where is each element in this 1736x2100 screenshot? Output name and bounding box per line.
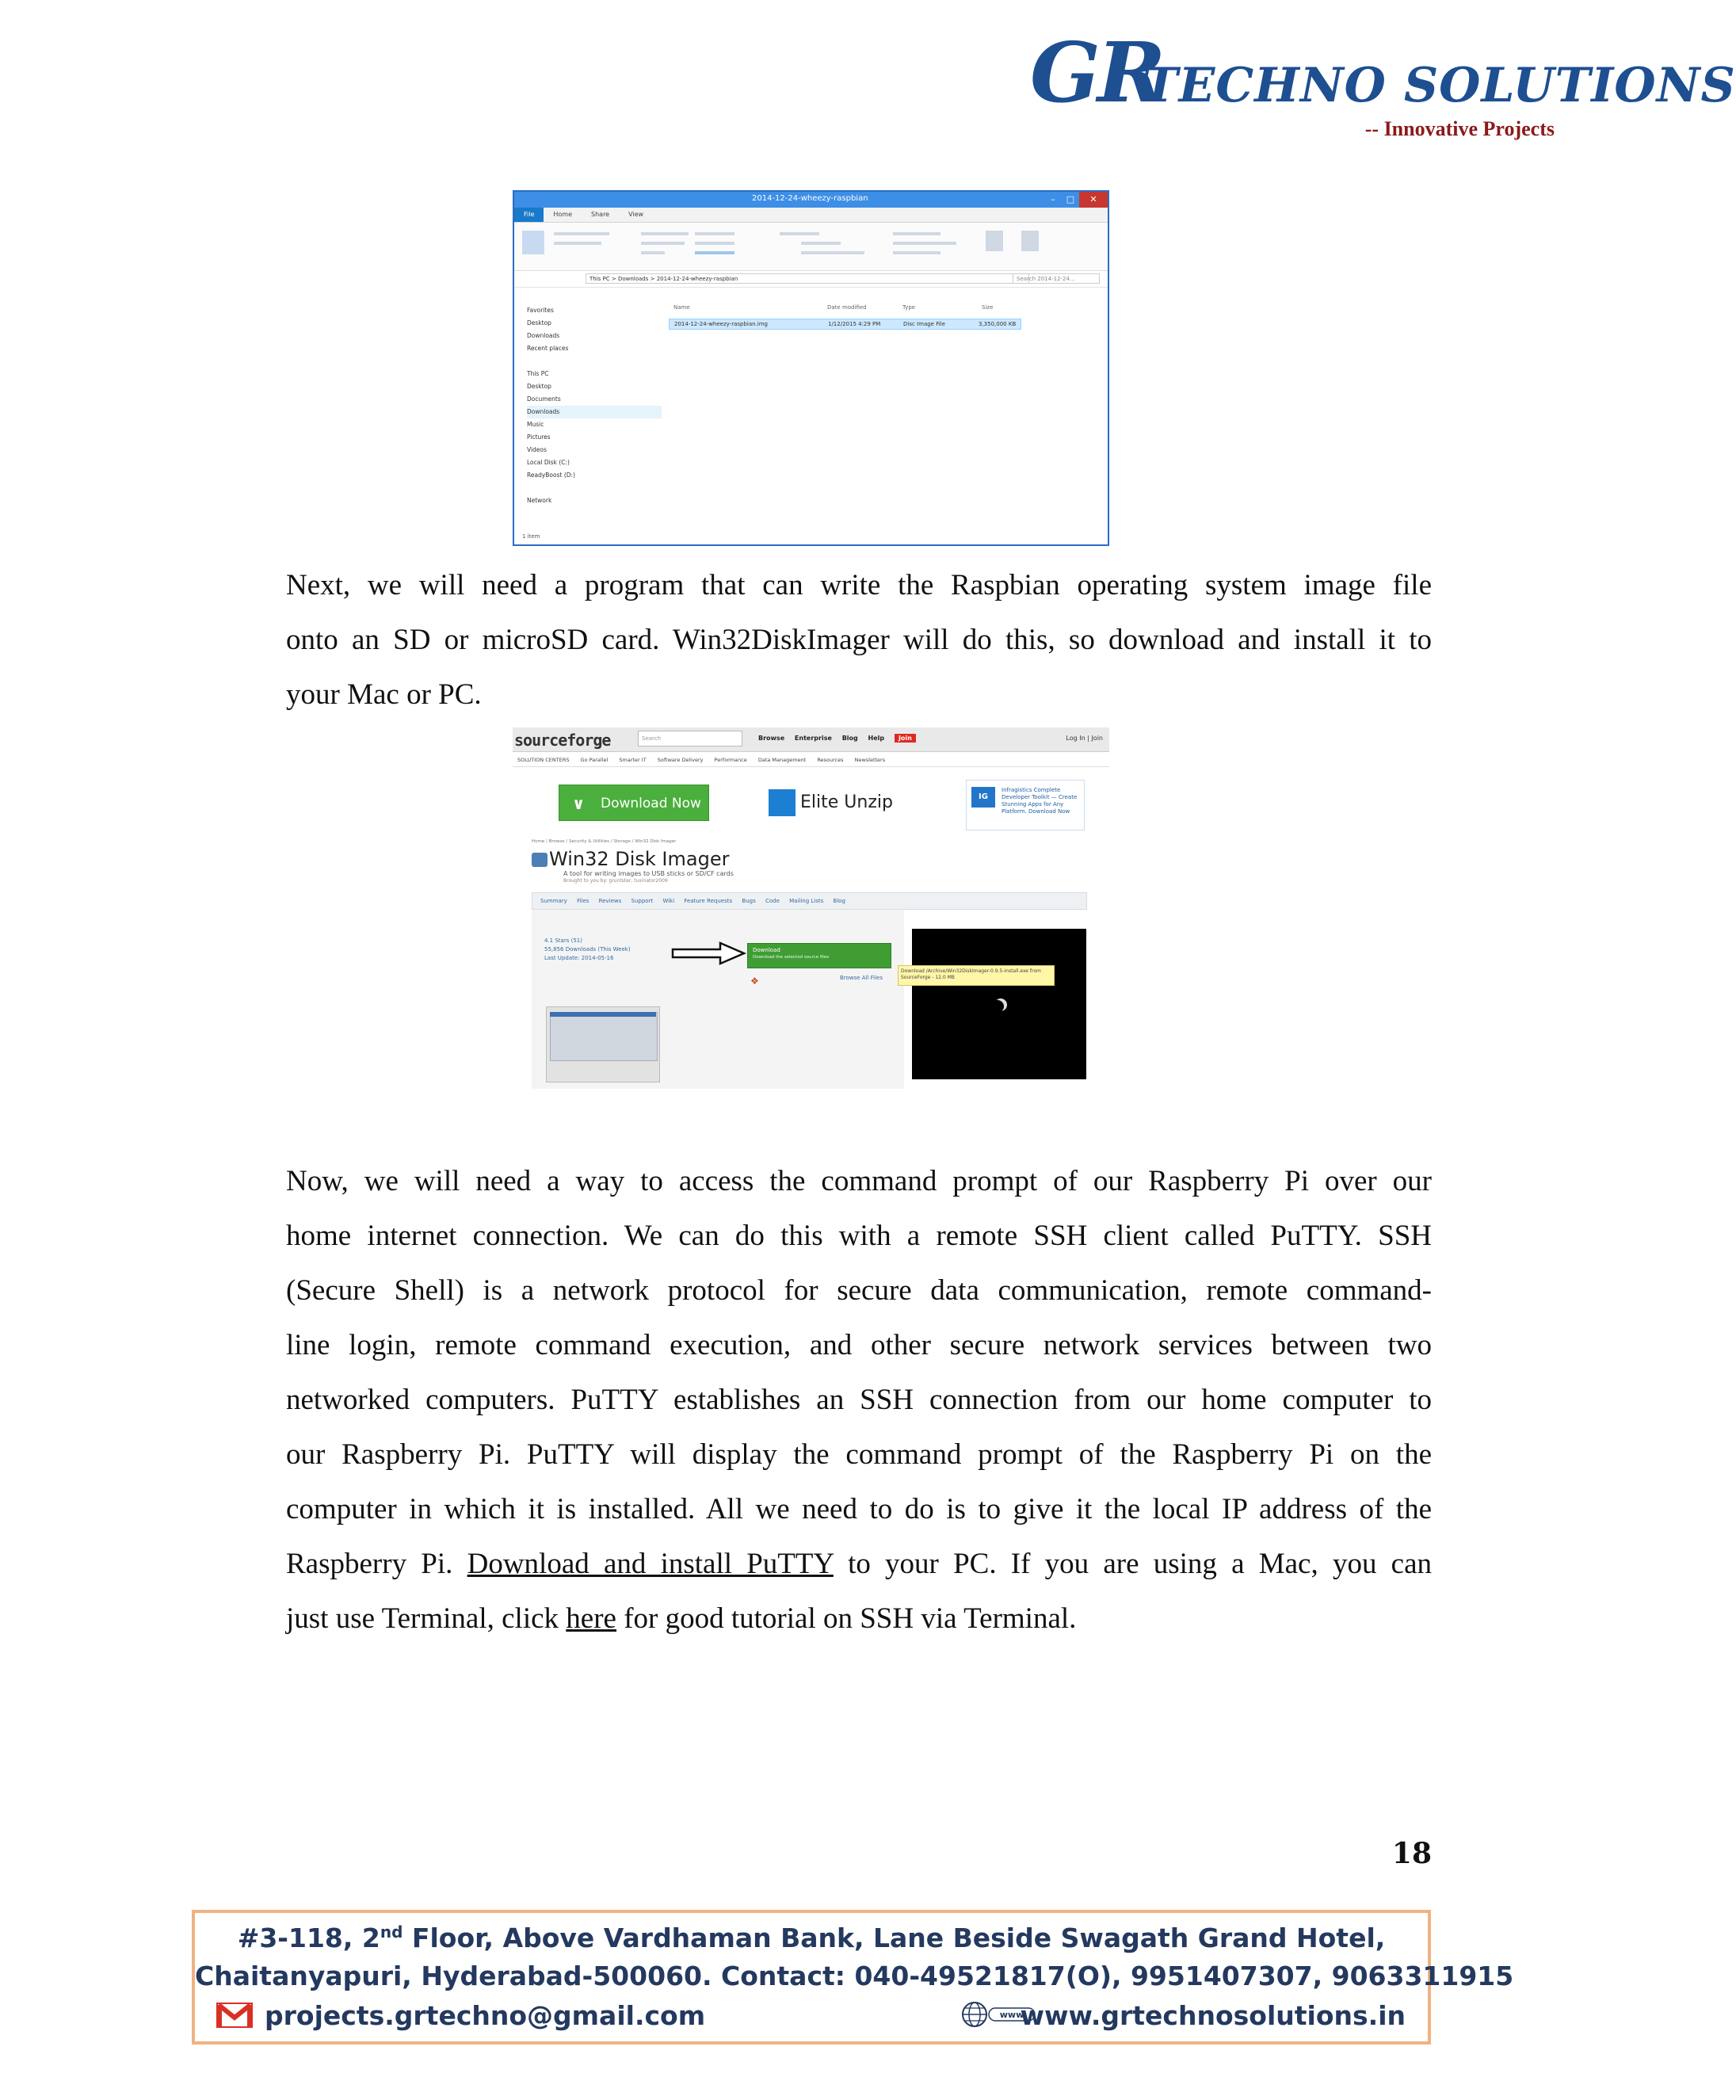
text-line: Next, we will need a program that can write the Raspbian operating system image file [286, 569, 1432, 601]
sf-download-button [747, 943, 891, 968]
text-line: Now, we will need a way to access the command prompt of our Raspberry Pi over our [286, 1165, 1432, 1197]
sf-subnav-item: Newsletters [854, 757, 886, 763]
sf-project-tab: Bugs [742, 898, 756, 904]
text-line: computer in which it is installed. All we need to do is to give it the local IP address of the [286, 1493, 1432, 1525]
explorer-tab: File [514, 208, 544, 222]
nav-item: Videos [527, 446, 547, 453]
maximize-icon: □ [1066, 194, 1075, 204]
explorer-ribbon-tabs [514, 208, 1108, 223]
explorer-tab: Home [553, 211, 573, 218]
nav-spacer [527, 482, 662, 494]
text-fragment: just use Terminal, click [286, 1602, 567, 1635]
sf-project-tabs [532, 892, 1087, 910]
logo-gr: GR [1030, 24, 1163, 121]
file-size: 3,350,000 KB [979, 321, 1017, 327]
text-line [286, 1591, 1432, 1646]
explorer-ribbon [514, 223, 1108, 271]
sf-topbar [513, 727, 1109, 752]
sf-subnav-item: Software Delivery [657, 757, 704, 763]
sf-logo: sourceforge [514, 731, 611, 750]
zip-icon [769, 789, 796, 816]
text-line [286, 1537, 1432, 1591]
sf-download-button-label: Download [753, 947, 780, 953]
nav-item: ReadyBoost (D:) [527, 472, 575, 479]
sf-project-title: Win32 Disk Imager [549, 848, 730, 870]
sf-subnav-item: Performance [714, 757, 747, 763]
explorer-file-row [669, 319, 1021, 330]
sf-nav-item: Blog [841, 735, 858, 742]
explorer-search: Search 2014-12-24... [1013, 273, 1100, 284]
sf-project-tab: Files [577, 898, 589, 904]
sf-stat: Last Update: 2014-05-16 [544, 955, 614, 961]
explorer-tab: Share [591, 211, 610, 218]
chevron-down-icon: ∨ [572, 794, 586, 813]
sf-video-preview [912, 929, 1086, 1079]
sf-download-now-ad [559, 785, 709, 821]
logo-tagline: -- Innovative Projects [1364, 117, 1555, 140]
sf-elite-unzip-ad [769, 789, 893, 816]
text-fragment: to your PC. If you are using a Mac, you can [833, 1548, 1432, 1580]
sf-nav-item: Enterprise [794, 735, 832, 742]
nav-item: Downloads [527, 406, 662, 418]
sf-subnav-item: Go Parallel [580, 757, 609, 763]
text-line: networked computers. PuTTY establishes an SSH connection from our home computer to [286, 1384, 1432, 1416]
nav-spacer [527, 355, 662, 368]
column-header: Type [902, 304, 916, 311]
sourceforge-screenshot [513, 727, 1109, 1089]
sf-subnav-item: Resources [817, 757, 844, 763]
nav-item: Pictures [527, 433, 551, 441]
footer-contact-box [192, 1910, 1514, 2045]
gmail-icon [216, 2000, 254, 2029]
svg-text:www: www [999, 2010, 1024, 2020]
company-logo [1030, 24, 1736, 151]
paragraph-putty [286, 1154, 1432, 1646]
text-line: your Mac or PC. [286, 678, 482, 711]
sf-top-nav [758, 735, 924, 742]
footer-address-sup: nd [380, 1922, 403, 1942]
sf-nav-item: Browse [758, 735, 785, 742]
sf-project-tab: Reviews [598, 898, 622, 904]
paragraph-win32diskimager [286, 558, 1432, 722]
sf-download-now-label: Download Now [601, 796, 701, 811]
sf-login: Log In | Join [1066, 735, 1103, 742]
sf-project-subtitle: A tool for writing images to USB sticks or SD/CF cards [563, 870, 734, 877]
explorer-nav-pane [527, 304, 662, 507]
sf-download-tooltip: Download /Archive/Win32DiskImager-0.9.5-install.exe from SourceForge - 12.0 MB [898, 965, 1055, 986]
explorer-path: This PC > Downloads > 2014-12-24-wheezy-raspbian [586, 273, 1029, 284]
text-line: line login, remote command execution, and other secure network services between two [286, 1329, 1432, 1361]
nav-item: Local Disk (C:) [527, 459, 570, 466]
nav-item: Downloads [527, 332, 560, 339]
sf-stats [544, 937, 631, 963]
sf-browse-all-files: Browse All Files [840, 975, 883, 981]
sf-subnav [513, 754, 1109, 767]
explorer-window-title: 2014-12-24-wheezy-raspbian [752, 194, 868, 203]
sf-project-tab: Blog [833, 898, 845, 904]
nav-item: Favorites [527, 307, 554, 314]
sf-breadcrumb: Home / Browse / Security & Utilities / Storage / Win32 Disk Imager [532, 839, 677, 844]
explorer-status: 1 item [522, 533, 540, 540]
disk-imager-icon [532, 853, 548, 867]
file-type: Disc Image File [903, 321, 945, 327]
windows-icon: ❖ [750, 976, 759, 987]
text-line: home internet connection. We can do this with a remote SSH client called PuTTY. SSH [286, 1220, 1432, 1252]
infragistics-logo-icon: IG [971, 787, 995, 808]
sf-infragistics-ad [966, 780, 1085, 830]
explorer-column-headers [669, 304, 1108, 315]
sf-screenshot-thumbnail [546, 1006, 660, 1082]
nav-item: This PC [527, 370, 549, 377]
text-line: (Secure Shell) is a network protocol for secure data communication, remote command- [286, 1274, 1432, 1307]
sf-project-tab: Summary [540, 898, 567, 904]
file-name: 2014-12-24-wheezy-raspbian.img [674, 321, 769, 327]
nav-item: Documents [527, 395, 561, 403]
sf-elite-unzip-label: Elite Unzip [800, 792, 893, 812]
sf-ad-text: Infragistics Complete Developer Toolkit — Create Stunning Apps for Any Platform. Download Now [1002, 787, 1078, 815]
download-putty-link[interactable]: Download and install PuTTY [467, 1548, 834, 1580]
nav-item: Desktop [527, 319, 551, 326]
text-fragment: for good tutorial on SSH via Terminal. [616, 1602, 1077, 1635]
text-line: onto an SD or microSD card. Win32DiskImager will do this, so download and install it to [286, 624, 1432, 656]
sf-brought-by: Brought to you by: gruntster, tuxinator2009 [563, 878, 668, 884]
sf-subnav-item: Smarter IT [619, 757, 647, 763]
text-line: our Raspberry Pi. PuTTY will display the command prompt of the Raspberry Pi on the [286, 1438, 1432, 1471]
footer-address-line-1 [195, 1922, 1428, 1953]
sf-project-tab: Code [765, 898, 780, 904]
footer-address-a: #3-118, 2 [237, 1922, 380, 1953]
sf-project-tab: Mailing Lists [789, 898, 824, 904]
nav-item: Music [527, 421, 544, 428]
explorer-tab: View [628, 211, 644, 218]
sf-join: Join [895, 734, 916, 743]
nav-item: Recent places [527, 345, 569, 352]
footer-address-line-2: Chaitanyapuri, Hyderabad-500060. Contact: 040-49521817(O), 9951407307, 9063311915 [195, 1961, 1514, 1991]
sf-project-tab: Wiki [662, 898, 675, 904]
column-header: Date modified [827, 304, 867, 311]
footer-website[interactable]: www.grtechnosolutions.in [1020, 2000, 1406, 2031]
minimize-icon: – [1051, 194, 1055, 204]
close-icon: ✕ [1079, 192, 1108, 208]
terminal-tutorial-link[interactable]: here [566, 1602, 616, 1635]
sf-nav-item: Help [868, 735, 885, 742]
sf-search: Search [638, 731, 742, 746]
nav-item: Network [527, 497, 552, 504]
moon-icon [991, 1000, 1004, 1013]
footer-address-b: Floor, Above Vardhaman Bank, Lane Beside Swagath Grand Hotel, [403, 1922, 1386, 1953]
sf-project-tab: Feature Requests [684, 898, 733, 904]
column-header: Name [673, 304, 690, 311]
explorer-address-bar [514, 271, 1108, 288]
column-header: Size [982, 304, 994, 311]
sf-project-tab: Support [631, 898, 654, 904]
sf-stat: 4.1 Stars (51) [544, 937, 582, 944]
logo-company-name: TECHNO SOLUTIONS [1143, 58, 1736, 113]
explorer-titlebar [514, 192, 1108, 208]
nav-item: Desktop [527, 383, 551, 390]
arrow-right-icon [671, 941, 746, 965]
file-explorer-screenshot [513, 190, 1109, 546]
page-number: 18 [1391, 1837, 1432, 1870]
sf-subnav-item: Data Management [757, 757, 807, 763]
sf-stat: 55,856 Downloads (This Week) [544, 946, 631, 953]
text-fragment: Raspberry Pi. [286, 1548, 467, 1580]
file-date: 1/12/2015 4:29 PM [828, 321, 881, 327]
footer-email[interactable]: projects.grtechno@gmail.com [265, 2000, 706, 2031]
sf-subnav-item: SOLUTION CENTERS [517, 757, 570, 763]
sf-download-button-sub: Download the selected source files [753, 955, 830, 960]
